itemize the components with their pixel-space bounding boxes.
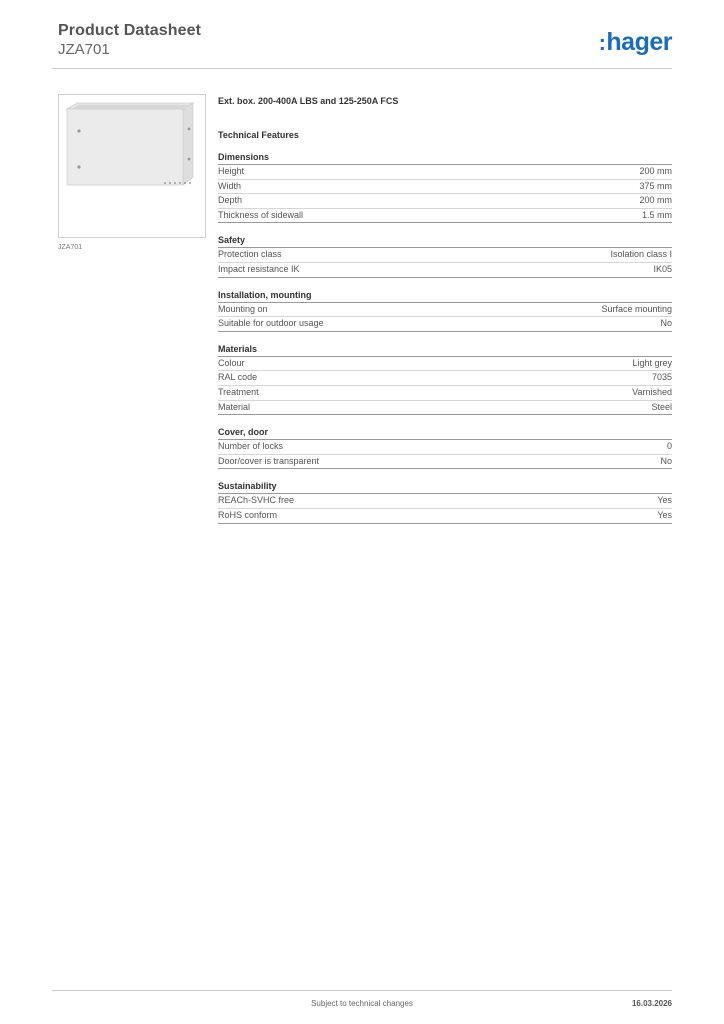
section-title: Installation, mounting [218,290,672,303]
feature-label: RAL code [218,372,258,383]
feature-label: Suitable for outdoor usage [218,318,324,329]
feature-value: 375 mm [639,180,672,191]
logo-colon-icon: : [598,30,606,55]
section-cover-door [218,427,672,469]
feature-row [218,440,672,455]
feature-value: 200 mm [639,195,672,206]
section-title: Sustainability [218,481,672,494]
section-materials [218,344,672,415]
feature-row [218,165,672,180]
feature-value: 200 mm [639,166,672,176]
product-image [58,94,206,238]
feature-value: Isolation class I [610,249,672,260]
datasheet-content [218,96,672,524]
feature-row [218,455,672,470]
feature-label: Mounting on [218,303,268,314]
feature-row [218,209,672,224]
feature-value: Varnished [632,386,672,397]
section-installation [218,290,672,332]
feature-value: Surface mounting [601,303,672,314]
feature-row [218,180,672,195]
page-header [58,22,201,58]
feature-row [218,263,672,278]
footer-date: 16.03.2026 [631,999,672,1008]
feature-label: RoHS conform [218,509,278,520]
feature-label: Protection class [218,249,282,260]
feature-value: Steel [651,401,672,412]
feature-label: Height [218,166,245,176]
feature-label: Impact resistance IK [218,263,300,274]
feature-label: REACh-SVHC free [218,495,295,506]
feature-row [218,509,672,524]
section-title: Dimensions [218,152,672,165]
feature-value: 1.5 mm [641,209,672,220]
feature-label: Material [218,401,251,412]
feature-row [218,248,672,263]
feature-value: 7035 [651,372,672,383]
feature-label: Thickness of sidewall [218,209,304,220]
feature-label: Door/cover is transparent [218,455,320,466]
enclosure-box-icon [59,95,205,237]
image-caption: JZA701 [58,244,83,251]
feature-value: 0 [666,441,672,452]
feature-label: Width [218,180,242,191]
feature-value: IK05 [653,263,672,274]
feature-row [218,401,672,416]
footer-note: Subject to technical changes [311,999,413,1008]
footer-divider [52,990,672,991]
hager-logo [599,28,672,57]
feature-label: Treatment [218,386,259,397]
header-divider [52,68,672,69]
feature-row [218,494,672,509]
feature-row [218,371,672,386]
feature-label: Number of locks [218,441,284,452]
logo-text: hager [606,28,672,56]
section-dimensions [218,152,672,223]
section-safety [218,235,672,277]
feature-row [218,357,672,372]
technical-features-title: Technical Features [218,130,299,140]
feature-value: Yes [657,509,672,520]
feature-row [218,317,672,332]
feature-value: No [660,455,672,466]
section-sustainability [218,481,672,523]
feature-row [218,194,672,209]
feature-row [218,303,672,318]
feature-value: No [660,318,672,329]
document-title: Product Datasheet [58,22,202,39]
section-title: Materials [218,344,672,357]
section-title: Safety [218,235,672,248]
product-code: JZA701 [58,41,110,58]
feature-label: Depth [218,195,243,206]
feature-value: Light grey [632,357,672,368]
section-title: Cover, door [218,427,672,440]
product-name: Ext. box. 200-400A LBS and 125-250A FCS [218,96,399,106]
feature-value: Yes [657,495,672,506]
feature-row [218,386,672,401]
feature-label: Colour [218,357,245,368]
